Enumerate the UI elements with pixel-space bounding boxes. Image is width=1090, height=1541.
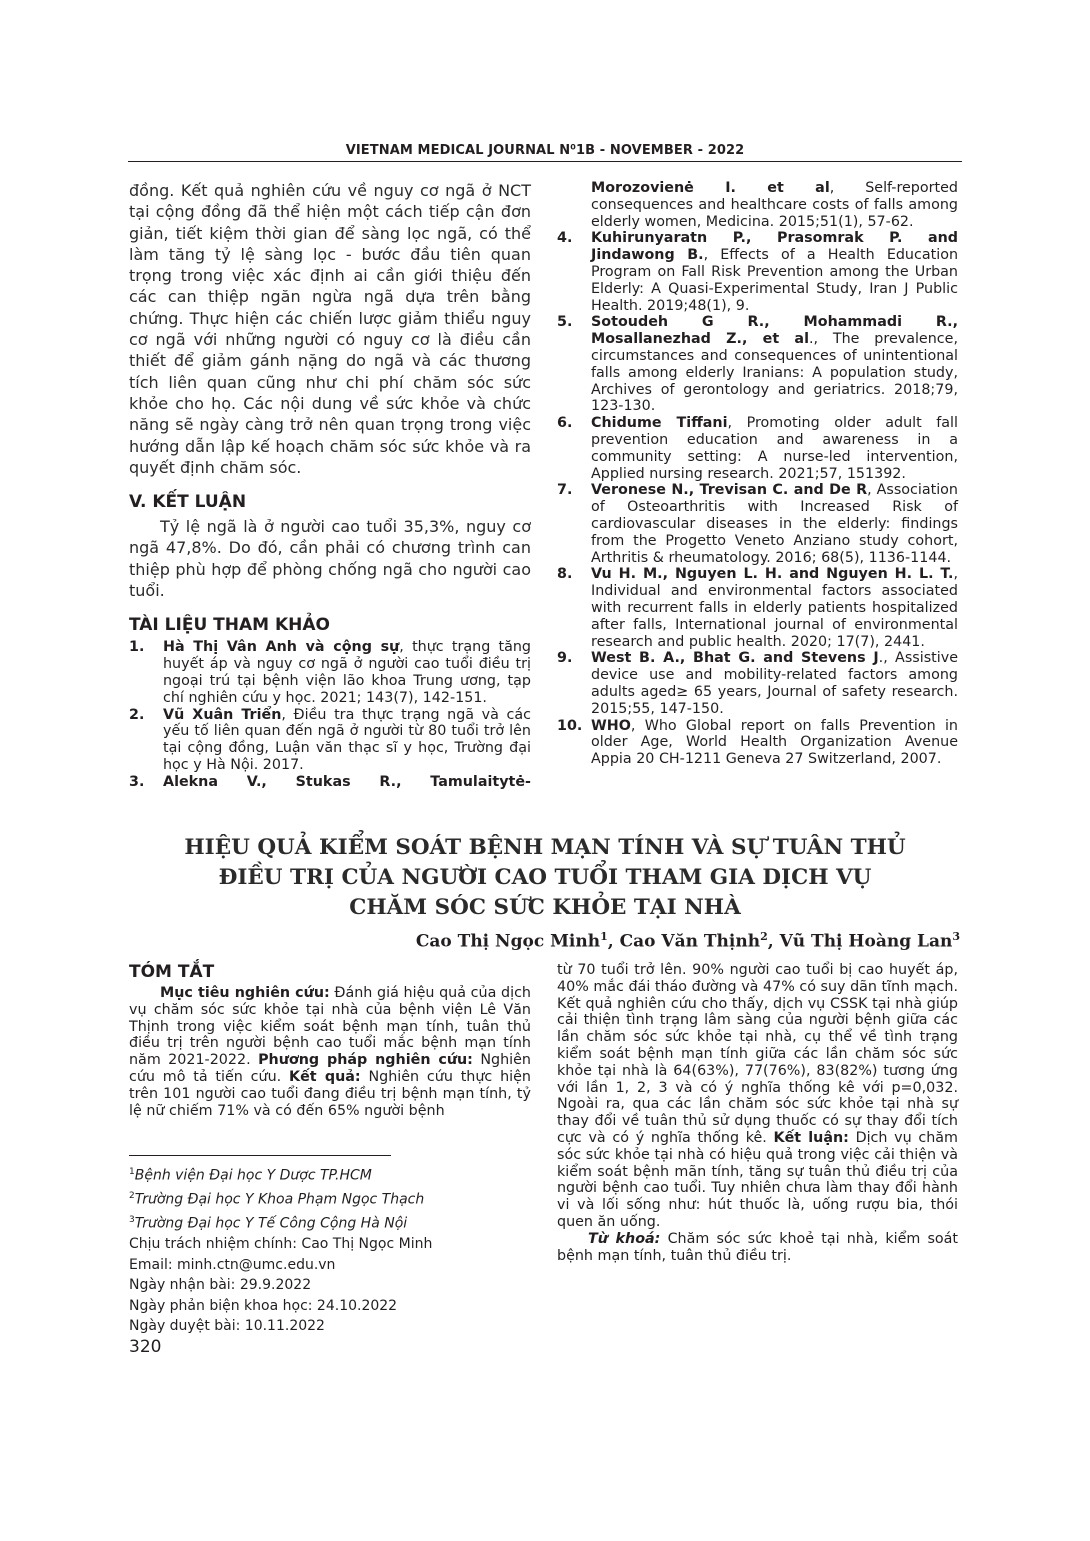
reference-number: 4. [557, 230, 573, 247]
reference-number: 1. [129, 639, 145, 656]
reference-number: 5. [557, 314, 573, 331]
author-name: Cao Thị Ngọc Minh [415, 931, 601, 952]
author-line [416, 930, 960, 952]
keywords-text: Chăm sóc sức khoẻ tại nhà, kiểm soát bệnh mạn tính, tuân thủ điều trị. [557, 1230, 959, 1264]
reference-continuation [557, 180, 958, 230]
affiliation-text: Trường Đại học Y Khoa Phạm Ngọc Thạch [134, 1191, 425, 1208]
reference-item [557, 718, 958, 768]
reference-list-left [129, 639, 531, 790]
author-affiliation-mark: 1 [600, 930, 608, 943]
author-affiliation-mark: 3 [952, 930, 960, 943]
reference-details: , Association of Osteoarthritis with Increased Risk of cardiovascular diseases in the elderly: findings from the Progetto Veneto Anziano study cohort, Arthritis & rheumatology. 2016; 68(5), 1136-1144. [591, 482, 958, 566]
reference-details: , Effects of a Health Education Program on Fall Risk Prevention among the Urban Elderly: A Quasi-Experimental Study, Iran J Public Health. 2019;48(1), 9. [591, 247, 959, 314]
author-separator: , [607, 931, 620, 952]
footnote-rule [129, 1155, 391, 1156]
reference-item [129, 707, 531, 774]
abstract-paragraph-continued [557, 962, 958, 1231]
reference-item [129, 774, 531, 791]
date-received: Ngày nhận bài: 29.9.2022 [129, 1277, 312, 1294]
abstract-right [557, 962, 958, 1264]
reference-authors: Sotoudeh G R., Mohammadi R., Mosallanezhad Z., et al [591, 314, 958, 348]
reference-details: , Who Global report on falls Prevention in older Age, World Health Organization Avenue Appia 20 CH-1211 Geneva 27 Switzerland, 2007. [591, 717, 958, 768]
results-continued: từ 70 tuổi trở lên. 90% người cao tuổi bị cao huyết áp, 40% mắc đái tháo đường và 47% có suy dãn tĩnh mạch. Kết quả nghiên cứu cho thấy, dịch vụ CSSK tại nhà giúp cải thiện tình trạng lâm sàng của người bệnh giữa các lần chăm sóc sức khỏe tại nhà, cụ thể về tình trạng kiểm soát bệnh mạn tính giữa các lần chăm sóc sức khỏe tại nhà là 64(63%), 77(76%), 83(82%) tương ứng với lần 1, 2, 3 và có ý nghĩa thống kê với p=0,032. Ngoài ra, qua các lần chăm sóc sức khỏe tại nhà sự thay đổi về tuân thủ sử dụng thuốc có sự thay đổi tích cực và có ý nghĩa thống kê. [557, 962, 958, 1146]
author-affiliation-mark: 2 [760, 930, 768, 943]
objective-label: Mục tiêu nghiên cứu: [160, 985, 330, 1001]
abstract-heading: TÓM TẮT [129, 962, 215, 982]
reference-item [557, 566, 958, 650]
article-title-line: ĐIỀU TRỊ CỦA NGƯỜI CAO TUỔI THAM GIA DỊCH VỤ [218, 865, 872, 890]
article-title [150, 833, 940, 923]
reference-authors: Morozovienė I. et al [591, 180, 830, 196]
reference-number: 7. [557, 482, 573, 499]
affiliation-2 [129, 1186, 531, 1210]
date-accepted: Ngày duyệt bài: 10.11.2022 [129, 1318, 325, 1335]
reference-authors: Vũ Xuân Triển [163, 706, 282, 723]
reference-item [129, 639, 531, 706]
reference-details: , thực trạng tăng huyết áp và nguy cơ ngã ở người cao tuổi điều trị ngoại trú tại bệnh viện lão khoa Trung ương, tạp chí nghiên cứu y học. 2021; 143(7), 142-151. [163, 639, 531, 706]
conclusion-paragraph: Tỷ lệ ngã là ở người cao tuổi 35,3%, nguy cơ ngã 47,8%. Do đó, cần phải có chương trình can thiệp phù hợp để phòng chống ngã cho người cao tuổi. [129, 517, 531, 601]
keywords-paragraph [557, 1231, 958, 1265]
footnotes [129, 1162, 531, 1337]
reference-item [557, 650, 958, 717]
reference-item [557, 314, 958, 415]
running-header: VIETNAM MEDICAL JOURNAL N⁰1B - NOVEMBER - 2022 [345, 143, 745, 158]
affiliation-3 [129, 1210, 531, 1234]
reference-number: 6. [557, 415, 573, 432]
corresponding-author: Chịu trách nhiệm chính: Cao Thị Ngọc Minh [129, 1236, 433, 1253]
page-number: 320 [129, 1337, 162, 1357]
email: Email: minh.ctn@umc.edu.vn [129, 1256, 336, 1273]
affiliation-1 [129, 1162, 531, 1186]
reference-number: 10. [557, 717, 583, 734]
reference-number: 8. [557, 566, 573, 583]
results-label: Kết quả: [289, 1068, 361, 1085]
affiliation-text: Trường Đại học Y Tế Công Cộng Hà Nội [134, 1215, 408, 1232]
conclusion-text: Dịch vụ chăm sóc sức khỏe tại nhà có hiệu quả trong việc cải thiện và kiểm soát bệnh mãn tính, tăng sự tuân thủ điều trị của người bệnh cao tuổi. Tuy nhiên chưa làm thay đổi hành vi và lối sống như: hút thuốc là, uống rượu bia, thói quen ăn uống. [557, 1129, 958, 1230]
reference-item [557, 415, 958, 482]
author-separator: , [767, 931, 780, 952]
reference-number: 3. [129, 773, 145, 790]
reference-details: , Điều tra thực trạng ngã và các yếu tố liên quan đến ngã ở người từ 80 tuổi trở lên tại cộng đồng, Luận văn thạc sĩ y học, Trường đại học y Hà Nội. 2017. [163, 706, 531, 773]
reference-details: , Individual and environmental factors associated with recurrent falls in elderly patients hospitalized after falls, International journal of environmental research and public health. 2020; 17(7), 2441. [591, 566, 958, 650]
abstract-left [129, 962, 531, 1119]
author-name: Vũ Thị Hoàng Lan [779, 931, 953, 952]
reference-details: , Promoting older adult fall prevention education and awareness in a community setting: A nurse-led intervention, Applied nursing research. 2021;57, 151392. [591, 415, 958, 482]
keywords-label: Từ khoá: [588, 1230, 661, 1247]
objective-text: Đánh giá hiệu quả của dịch vụ chăm sóc sức khỏe tại nhà của bệnh viện Lê Văn Thịnh trong việc kiểm soát bệnh mạn tính, tuân thủ điều trị trên người bệnh cao tuổi mắc bệnh mạn tính năm 2021-2022. [129, 985, 531, 1069]
article-title-line: CHĂM SÓC SỨC KHỎE TẠI NHÀ [349, 895, 741, 920]
reference-authors: West B. A., Bhat G. and Stevens J [591, 650, 879, 667]
reference-list-right [557, 230, 958, 768]
abstract-paragraph [129, 985, 531, 1119]
results-text: Nghiên cứu thực hiện trên 101 người cao tuổi đang điều trị bệnh mạn tính, tỷ lệ nữ chiếm 71% và có đến 65% người bệnh [129, 1068, 531, 1119]
right-column [557, 180, 958, 768]
affiliation-mark: 3 [129, 1215, 135, 1226]
affiliation-text: Bệnh viện Đại học Y Dược TP.HCM [134, 1167, 372, 1184]
article-title-line: HIỆU QUẢ KIỂM SOÁT BỆNH MẠN TÍNH VÀ SỰ TUÂN THỦ [184, 835, 906, 860]
affiliation-mark: 1 [129, 1167, 135, 1177]
reference-authors: Vu H. M., Nguyen L. H. and Nguyen H. L. T. [591, 566, 954, 583]
conclusion-heading: V. KẾT LUẬN [129, 492, 247, 513]
reference-authors: WHO [591, 717, 631, 734]
reference-details: ., Assistive device use and mobility-related factors among adults aged≥ 65 years, Journal of safety research. 2015;55, 147-150. [591, 650, 958, 717]
references-heading: TÀI LIỆU THAM KHẢO [129, 615, 330, 636]
reference-authors: Alekna V., Stukas R., Tamulaitytė- [163, 773, 531, 790]
affiliation-mark: 2 [129, 1191, 135, 1202]
header-rule [128, 161, 962, 162]
reference-number: 2. [129, 706, 145, 723]
discussion-paragraph: đồng. Kết quả nghiên cứu về nguy cơ ngã ở NCT tại cộng đồng đã thể hiện một cách tiếp cận đơn giản, tiết kiệm thời gian để sàng lọc ngã, có thể làm tăng tỷ lệ sàng lọc - bước đầu tiên quan trọng trong việc xác định ai cần giới thiệu đến các can thiệp ngăn ngừa ngã dựa trên bằng chứng. Thực hiện các chiến lược giảm thiểu nguy cơ ngã với những người có nguy cơ là điều cần thiết để giảm gánh nặng do ngã và các thương tích liên quan cũng như chi phí chăm sóc sức khỏe cho họ. Các nội dung về sức khỏe và chức năng sẽ ngày càng trở nên quan trọng trong việc hướng dẫn lập kế hoạch chăm sóc sức khỏe và ra quyết định chăm sóc. [129, 181, 531, 477]
reference-item [557, 482, 958, 566]
reference-item [557, 230, 958, 314]
reference-authors: Veronese N., Trevisan C. and De R [591, 482, 868, 499]
reference-details: ., The prevalence, circumstances and consequences of unintentional falls among elderly Iranians: A population study, Archives of gerontology and geriatrics. 2018;79, 123-130. [591, 331, 958, 415]
reference-number: 9. [557, 650, 573, 667]
method-label: Phương pháp nghiên cứu: [258, 1052, 473, 1069]
author-name: Cao Văn Thịnh [619, 931, 761, 952]
date-reviewed: Ngày phản biện khoa học: 24.10.2022 [129, 1297, 398, 1314]
conclusion-label: Kết luận: [773, 1129, 849, 1146]
reference-authors: Chidume Tiffani [591, 415, 728, 432]
method-text: Nghiên cứu mô tả tiến cứu. [129, 1052, 531, 1085]
reference-authors: Kuhirunyaratn P., Prasomrak P. and Jindawong B. [591, 230, 958, 264]
left-column [129, 180, 531, 791]
reference-details: , Self-reported consequences and healthcare costs of falls among elderly women, Medicina. 2015;51(1), 57-62. [591, 180, 958, 230]
reference-authors: Hà Thị Vân Anh và cộng sự [163, 639, 400, 656]
